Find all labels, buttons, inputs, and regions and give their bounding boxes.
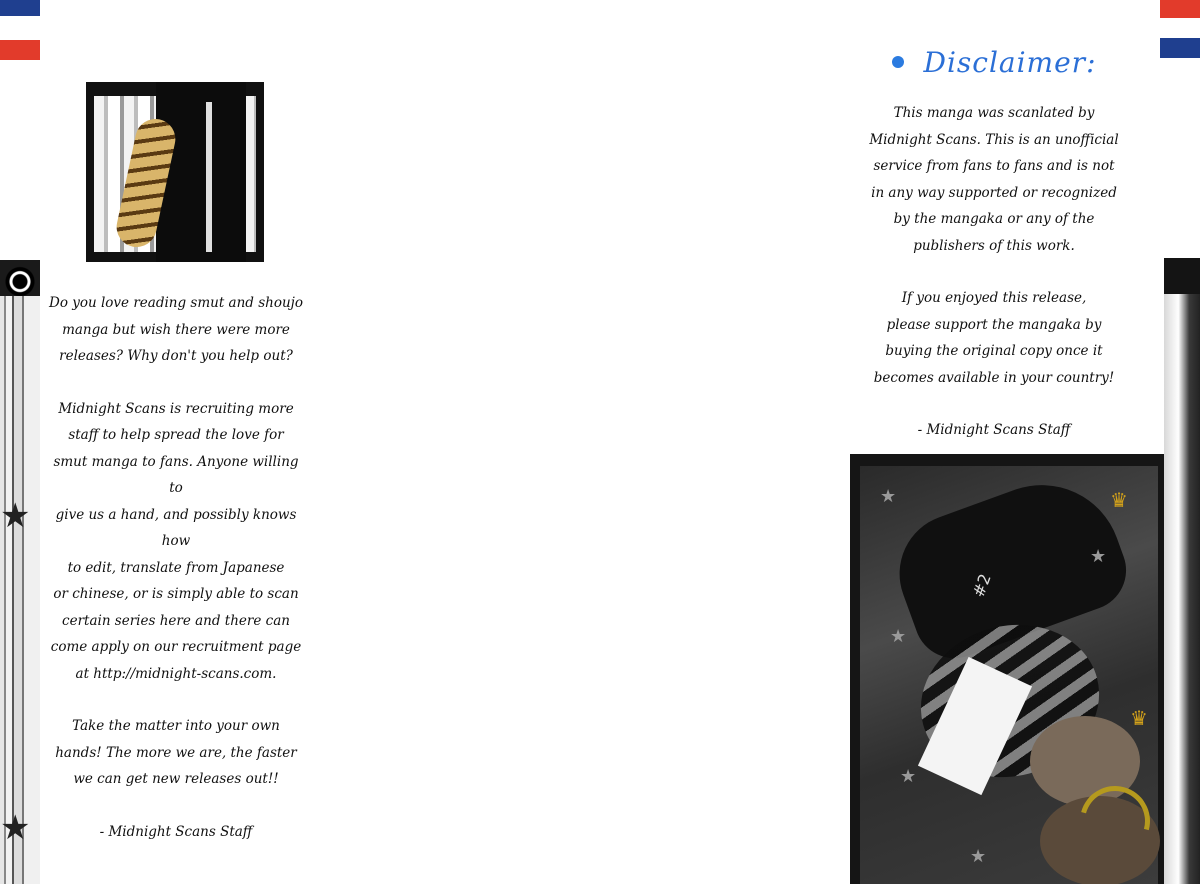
cover-number-label: #2 (968, 571, 995, 600)
text-line: becomes available in your country! (873, 369, 1115, 386)
star-icon: ★ (900, 766, 917, 787)
crown-icon: ♛ (1130, 706, 1148, 730)
text-line: Midnight Scans is recruiting more (58, 400, 294, 417)
star-icon: ★ (0, 496, 31, 536)
text-line: buying the original copy once it (885, 343, 1103, 359)
text-line: hands! The more we are, the faster (55, 744, 297, 761)
star-icon: ★ (890, 626, 907, 647)
text-line: - Midnight Scans Staff (99, 823, 253, 840)
text-line: give us a hand, and possibly knows how (55, 506, 297, 549)
text-line: manga but wish there were more (62, 321, 290, 338)
manga-cover-art-image (850, 454, 1166, 884)
text-line: - Midnight Scans Staff (917, 422, 1071, 438)
text-line: staff to help spread the love for (68, 427, 284, 443)
text-line: by the mangaka or any of the (893, 211, 1095, 227)
text-line: or chinese, or is simply able to scan (53, 586, 299, 602)
text-paragraph (866, 417, 1122, 444)
flag-stripe-blue (1160, 38, 1200, 58)
text-line: Midnight Scans. This is an unofficial (869, 131, 1119, 148)
text-line: Take the matter into your own (72, 718, 280, 734)
text-paragraph (48, 396, 304, 688)
text-line: to edit, translate from Japanese (67, 559, 285, 576)
flag-stripe-red (0, 40, 40, 60)
disclaimer-notice (866, 100, 1122, 470)
tail-thumbnail-image (86, 82, 264, 262)
text-paragraph (866, 285, 1122, 391)
blank-middle-page (340, 0, 850, 884)
right-edge-art-strip (1164, 258, 1200, 884)
star-icon: ★ (1090, 546, 1107, 567)
text-line: smut manga to fans. Anyone willing to (53, 453, 299, 496)
text-line: service from fans to fans and is not (873, 158, 1115, 174)
text-line: please support the mangaka by (886, 316, 1102, 333)
text-line: If you enjoyed this release, (901, 290, 1087, 306)
disclaimer-title-text: Disclaimer: (923, 46, 1097, 79)
flag-stripe-blue (0, 0, 40, 16)
bullet-icon (892, 56, 904, 68)
text-paragraph (48, 290, 304, 370)
text-paragraph (866, 100, 1122, 259)
text-line: certain series here and there can (62, 612, 290, 629)
text-line: Do you love reading smut and shoujo (49, 295, 303, 311)
text-paragraph (48, 819, 304, 846)
star-icon: ★ (970, 846, 987, 867)
star-icon: ★ (0, 808, 31, 848)
left-page (0, 0, 340, 884)
left-striped-column (0, 260, 40, 884)
crown-icon: ♛ (1110, 488, 1128, 512)
text-line: This manga was scanlated by (893, 105, 1095, 121)
text-line: we can get new releases out!! (73, 771, 279, 787)
text-line: releases? Why don't you help out? (59, 348, 293, 364)
text-line: in any way supported or recognized (871, 184, 1117, 201)
text-paragraph (48, 713, 304, 793)
flag-stripe-red (1160, 0, 1200, 18)
text-line: publishers of this work. (913, 237, 1075, 254)
text-line: at http://midnight-scans.com. (75, 665, 277, 682)
text-line: come apply on our recruitment page (50, 639, 302, 655)
disclaimer-heading (860, 46, 1128, 79)
star-icon: ★ (880, 486, 897, 507)
recruitment-notice (48, 290, 304, 871)
